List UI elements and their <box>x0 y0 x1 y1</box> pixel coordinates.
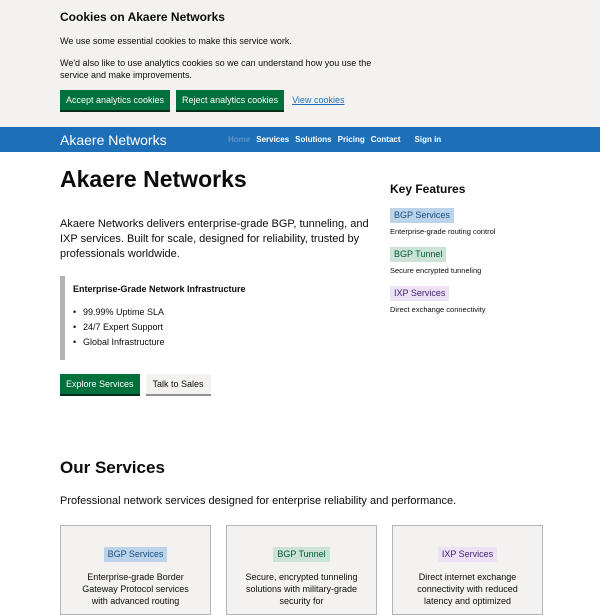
hero-inset <box>60 276 310 360</box>
nav-pricing[interactable]: Pricing <box>337 135 365 144</box>
feature-item <box>390 283 540 314</box>
nav-solutions[interactable]: Solutions <box>295 135 332 144</box>
service-card-ixp[interactable] <box>392 525 543 615</box>
cookie-banner <box>0 0 600 127</box>
nav-contact[interactable]: Contact <box>370 135 401 144</box>
list-item: • Global Infrastructure <box>73 335 310 350</box>
list-item: • 99.99% Uptime SLA <box>73 305 310 320</box>
site-header <box>0 127 600 152</box>
feature-desc: Enterprise-grade routing control <box>390 227 496 236</box>
card-text: Enterprise-grade Border Gateway Protocol services with advanced routing <box>82 572 189 606</box>
key-features <box>390 182 540 322</box>
feature-desc: Direct exchange connectivity <box>390 305 486 314</box>
card-tag: BGP Tunnel <box>273 547 329 562</box>
services-title: Our Services <box>60 458 165 477</box>
feature-desc: Secure encrypted tunneling <box>390 266 482 275</box>
cookie-banner-title: Cookies on Akaere Networks <box>60 10 225 24</box>
talk-to-sales-button[interactable]: Talk to Sales <box>146 374 211 394</box>
list-item: • 24/7 Expert Support <box>73 320 310 335</box>
hero-bullet-list <box>73 305 310 350</box>
cookie-banner-actions <box>60 90 540 110</box>
feature-item <box>390 244 540 275</box>
explore-services-button[interactable]: Explore Services <box>60 374 140 394</box>
service-card-bgp[interactable] <box>60 525 211 615</box>
reject-cookies-button[interactable]: Reject analytics cookies <box>176 90 284 110</box>
card-tag: BGP Services <box>104 547 168 562</box>
feature-item <box>390 205 540 236</box>
service-cards <box>60 525 543 615</box>
card-text: Direct internet exchange connectivity with reduced latency and optimized <box>417 572 518 606</box>
feature-tag-tunnel: BGP Tunnel <box>390 247 446 262</box>
hero-lead: Akaere Networks delivers enterprise-grade BGP, tunneling, and IXP services. Built for scale, designed for reliability, trusted by professionals worldwide. <box>60 218 369 260</box>
hero-actions <box>60 374 211 394</box>
nav-sign-in[interactable]: Sign in <box>414 135 442 144</box>
key-features-title: Key Features <box>390 182 466 196</box>
cookie-banner-text-essential: We use some essential cookies to make this service work. <box>60 36 292 46</box>
service-card-tunnel[interactable] <box>226 525 377 615</box>
card-tag: IXP Services <box>438 547 497 562</box>
feature-tag-bgp: BGP Services <box>390 208 454 223</box>
feature-tag-ixp: IXP Services <box>390 286 449 301</box>
card-text: Secure, encrypted tunneling solutions with military-grade security for <box>245 572 358 606</box>
view-cookies-link[interactable]: View cookies <box>292 95 345 105</box>
cookie-banner-text-analytics: We'd also like to use analytics cookies so we can understand how you use the service and make improvements. <box>60 58 372 80</box>
page-title: Akaere Networks <box>60 166 247 192</box>
main-nav <box>228 135 447 144</box>
accept-cookies-button[interactable]: Accept analytics cookies <box>60 90 170 110</box>
services-subtitle: Professional network services designed for enterprise reliability and performance. <box>60 495 457 507</box>
brand-logo[interactable]: Akaere Networks <box>60 131 167 148</box>
nav-services[interactable]: Services <box>256 135 290 144</box>
nav-home[interactable]: Home <box>228 135 251 144</box>
inset-title: Enterprise-Grade Network Infrastructure <box>73 284 246 294</box>
